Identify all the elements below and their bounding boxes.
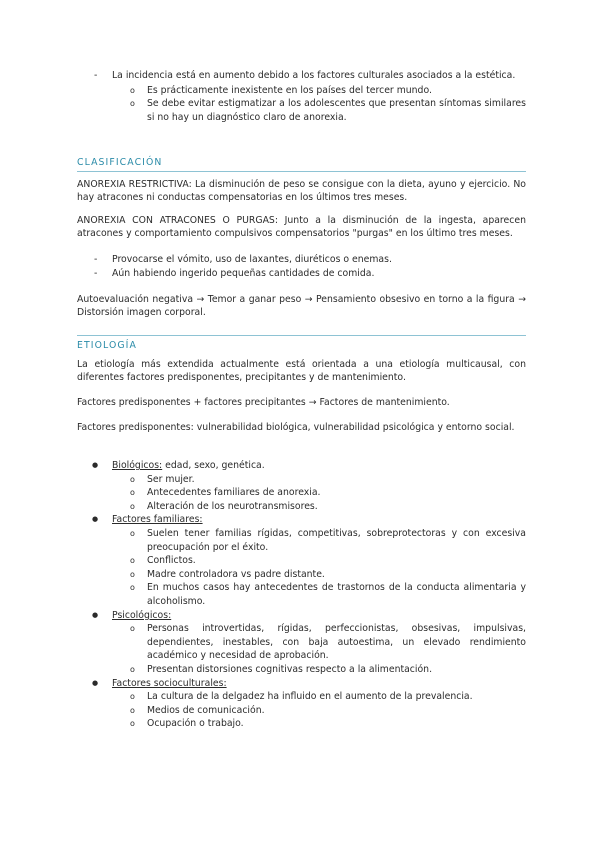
list-item-text: Se debe evitar estigmatizar a los adolescentes que presentan síntomas similares si no hay un diagnóstico claro de anorexia. [147,98,526,123]
dash-marker: - [94,70,98,81]
circle-marker: o [130,624,135,634]
factor-groups [77,459,526,731]
paragraph: La etiología más extendida actualmente está orientada a una etiología multicausal, con diferentes factores predisponentes, precipitantes y de mantenimiento. [77,359,526,384]
circle-marker: o [130,705,135,715]
cycle-step: Temor a ganar peso [207,294,302,305]
bullet-marker: ● [92,461,99,469]
list-item [77,84,526,98]
list-item-text: Conflictos. [147,555,196,567]
group-title: Biológicos: [112,460,163,471]
etiologia-predisponentes [77,421,526,434]
list-item-text: Alteración de los neurotransmisores. [147,500,318,512]
list-item [77,704,526,718]
section-divider [77,171,526,172]
list-item [77,473,526,487]
list-item [77,663,526,677]
cycle-step: Autoevaluación negativa [77,294,194,305]
etiologia-formula [77,396,526,409]
list-item-text: Suelen tener familias rígidas, competitivas, sobreprotectoras y con excesiva preocupación por el éxito. [147,527,526,553]
paragraph: ANOREXIA RESTRICTIVA: La disminución de peso se consigue con la dieta, ayuno y ejercicio. No hay atracones ni conductas compensatorias en los últimos tres meses. [77,179,526,204]
paragraph [77,396,526,409]
circle-marker: o [130,528,135,538]
list-item [77,500,526,514]
arrow-right-icon: → [196,294,205,305]
section-divider [77,335,526,336]
circle-marker: o [130,583,135,593]
list-item [77,690,526,704]
factor-group [77,459,526,473]
bullet-marker: ● [92,678,99,687]
circle-marker: o [130,719,135,729]
intro-list [77,69,526,124]
formula-right: Factores de mantenimiento. [319,397,450,408]
etiologia-intro [77,358,526,384]
paragraph: Factores predisponentes: vulnerabilidad biológica, vulnerabilidad psicológica y entorno social. [77,422,515,433]
dash-marker: - [94,267,98,279]
list-item [77,527,526,554]
group-title: Psicológicos: [112,609,172,621]
list-item [77,486,526,500]
list-item [77,554,526,568]
group-tail: edad, sexo, genética. [162,460,265,471]
list-item-text: Presentan distorsiones cognitivas respecto a la alimentación. [147,663,433,675]
paragraph: ANOREXIA CON ATRACONES O PURGAS: Junto a la disminución de la ingesta, aparecen atracones y comportamiento compulsivos compensatorios "purgas" en los último tres meses. [77,215,526,240]
cycle-paragraph [77,293,526,319]
section-heading-etiologia: ETIOLOGÍA [77,340,137,351]
arrow-right-icon: → [518,294,526,305]
list-item-text: La cultura de la delgadez ha influido en el aumento de la prevalencia. [147,691,473,703]
circle-marker: o [130,85,135,95]
bullet-marker: ● [92,610,99,619]
paragraph [77,293,526,319]
anorexia-purgas [77,214,526,240]
dash-marker: - [94,254,98,265]
list-item-text: Ocupación o trabajo. [147,718,244,730]
circle-marker: o [130,664,135,674]
circle-marker: o [130,99,135,109]
list-item [77,253,526,267]
list-item [77,97,526,124]
list-item-text: Madre controladora vs padre distante. [147,568,325,580]
anorexia-restrictiva [77,178,526,204]
factor-group [77,677,526,691]
purgas-list [77,253,526,280]
group-title: Factores familiares: [112,514,203,526]
cycle-step: Pensamiento obsesivo en torno a la figura [316,294,515,305]
bullet-marker: ● [92,515,99,524]
list-item [77,568,526,582]
circle-marker: o [130,692,135,702]
arrow-right-icon: → [304,294,313,305]
list-item-text: Ser mujer. [147,473,195,485]
list-item-text: Provocarse el vómito, uso de laxantes, diuréticos o enemas. [112,254,392,265]
group-title: Factores socioculturales: [112,677,227,689]
list-item [77,622,526,663]
circle-marker: o [130,501,135,511]
list-item-text: Medios de comunicación. [147,704,265,716]
list-item-text: Es prácticamente inexistente en los países del tercer mundo. [147,84,432,96]
list-item [77,717,526,731]
circle-marker: o [130,556,135,566]
cycle-step: Distorsión imagen corporal. [77,307,206,319]
list-item-text: Aún habiendo ingerido pequeñas cantidades de comida. [112,267,375,279]
factor-group [77,609,526,623]
list-item-text: La incidencia está en aumento debido a los factores culturales asociados a la estética. [112,70,516,81]
factor-group [77,513,526,527]
list-item [77,69,526,83]
list-item-text: Antecedentes familiares de anorexia. [147,487,321,499]
list-item [77,581,526,608]
arrow-right-icon: → [308,397,317,408]
list-item-text: En muchos casos hay antecedentes de trastornos de la conducta alimentaria y alcoholismo. [147,582,526,607]
circle-marker: o [130,488,135,498]
formula-left: Factores predisponentes + factores precipitantes [77,397,306,408]
circle-marker: o [130,474,135,484]
circle-marker: o [130,569,135,579]
section-heading-clasificacion: CLASIFICACIÓN [77,157,163,168]
list-item [77,267,526,281]
list-item-text: Personas introvertidas, rígidas, perfeccionistas, obsesivas, impulsivas, dependientes, inestables, con baja autoestima, un elevado rendimiento académico y necesidad de aprobación. [147,623,526,662]
